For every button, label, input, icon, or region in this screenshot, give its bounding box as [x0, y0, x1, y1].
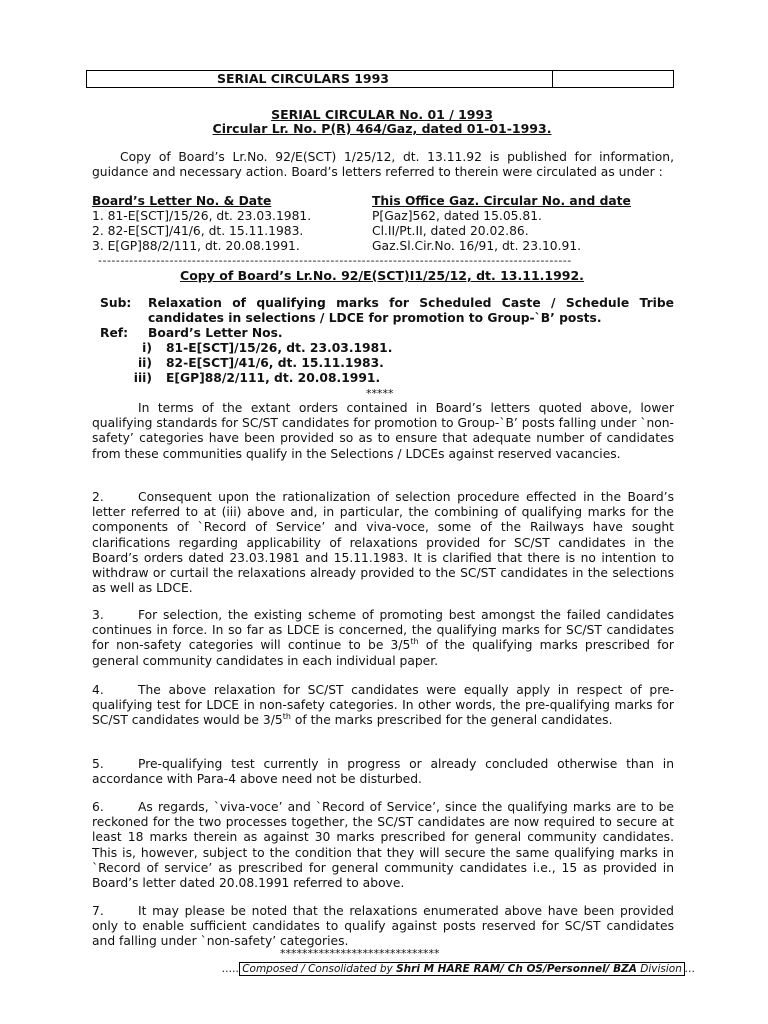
subject-text: Relaxation of qualifying marks for Scheduled Caste / Schedule Tribe candidates in selections / LDCE for promotion to Group-`B’ posts.	[148, 296, 674, 325]
header-table	[86, 70, 674, 88]
table-row	[92, 209, 674, 224]
paragraph-1-text: In terms of the extant orders contained in Board’s letters quoted above, lower qualifying standards for SC/ST candidates for promotion to Group-`B’ posts falling under `non-safety’ categories have been provided so as to ensure that adequate number of candidates from these communities qualify in the Selections / LDCEs against reserved vacancies.	[92, 401, 674, 461]
paragraph-6-number: 6.	[92, 800, 104, 814]
circular-reference: Circular Lr. No. P(R) 464/Gaz, dated 01-01-1993.	[212, 121, 552, 136]
end-stars: *****************************	[280, 947, 440, 960]
paragraph-6-text: As regards, `viva-voce’ and `Record of Service’, since the qualifying marks are to be reckoned for the two processes together, the SC/ST candidates are now required to secure at least 18 marks therein as against 30 marks prescribed for general community candidates. This is, however, subject to the condition that they will secure the same qualifying marks in `Record of service’ as prescribed for general community candidates i.e., 15 as provided in Board’s letter dated 20.08.1991 referred to above.	[92, 800, 674, 891]
paragraph-4-text-a: The above relaxation for SC/ST candidates were equally apply in respect of pre-qualifying test for LDCE in non-safety categories. In other words, the pre-qualifying marks for SC/ST candidates would be 3/5	[92, 683, 674, 728]
ref-text: 82-E[SCT]/41/6, dt. 15.11.1983.	[166, 356, 384, 370]
paragraph-2-number: 2.	[92, 490, 104, 504]
paragraph-3	[92, 608, 674, 669]
footer-author: Shri M HARE RAM/ Ch OS/Personnel/ BZA	[396, 963, 637, 975]
paragraph-2-text: Consequent upon the rationalization of selection procedure effected in the Board’s letter referred to at (iii) above and, in particular, the combining of qualifying marks for the components of `Record of Service’ and viva-voce, some of the Railways have sought clarifications regarding applicability of relaxations provided for SC/ST candidates in the Board’s orders dated 23.03.1981 and 15.11.1983. It is clarified that there is no intention to withdraw or curtail the relaxations already provided to the SC/ST candidates in the selections as well as LDCE.	[92, 490, 674, 596]
intro-text: Copy of Board’s Lr.No. 92/E(SCT) 1/25/12, dt. 13.11.92 is published for information, guidance and necessary action. Board’s letters referred to therein were circulated as under :	[92, 150, 674, 180]
section-stars: *****	[366, 387, 394, 400]
footer-lead: …..	[222, 963, 240, 975]
intro-paragraph	[92, 150, 674, 180]
paragraph-3-sup: th	[410, 637, 419, 647]
paragraph-3-text-b: of the qualifying marks prescribed for general community candidates in each individual paper.	[92, 638, 674, 668]
paragraph-4-text-b: of the marks prescribed for the general candidates.	[290, 713, 613, 728]
paragraph-3-text-a: For selection, the existing scheme of promoting best amongst the failed candidates continues in force. In so far as LDCE is concerned, the qualifying marks for SC/ST candidates for non-safety categories will continue to be 3/5	[92, 608, 674, 653]
header-title: SERIAL CIRCULARS 1993	[87, 71, 553, 87]
list-item	[100, 371, 674, 386]
footer-credit	[222, 963, 695, 975]
paragraph-7-text: It may please be noted that the relaxations enumerated above have been provided only to enable sufficient candidates to qualify against posts reserved for SC/ST candidates and falling under `non-safety’ categories.	[92, 904, 674, 949]
paragraph-7	[92, 904, 674, 950]
header-empty-cell	[553, 71, 673, 87]
board-letter: 3. E[GP]88/2/111, dt. 20.08.1991.	[92, 239, 300, 253]
table-row	[92, 224, 674, 239]
paragraph-7-number: 7.	[92, 904, 104, 918]
footer-prefix: Composed / Consolidated by	[242, 963, 397, 975]
paragraph-3-number: 3.	[92, 608, 104, 622]
paragraph-5	[92, 757, 674, 787]
letters-col1-header: Board’s Letter No. & Date	[92, 194, 272, 208]
letters-col2-header: This Office Gaz. Circular No. and date	[372, 194, 631, 208]
footer-box	[239, 962, 685, 976]
subject-label: Sub:	[100, 296, 132, 310]
paragraph-4-number: 4.	[92, 683, 104, 697]
ref-number: ii)	[137, 356, 152, 370]
list-item	[100, 356, 674, 371]
footer-suffix: Division	[636, 963, 682, 975]
letters-table-header	[92, 194, 674, 209]
letters-table	[92, 194, 674, 254]
ref-number: i)	[142, 341, 152, 355]
paragraph-4-sup: th	[282, 712, 291, 722]
table-row	[92, 239, 674, 254]
subject-block	[100, 296, 674, 386]
reference-row	[100, 326, 674, 341]
board-letter: 1. 81-E[SCT]/15/26, dt. 23.03.1981.	[92, 209, 312, 223]
separator-line: ----------------------------------------------------------------------------------------------------------	[98, 254, 572, 267]
board-letter: 2. 82-E[SCT]/41/6, dt. 15.11.1983.	[92, 224, 304, 238]
ref-text: 81-E[SCT]/15/26, dt. 23.03.1981.	[166, 341, 393, 355]
circular-number: SERIAL CIRCULAR No. 01 / 1993	[271, 107, 493, 122]
paragraph-6	[92, 800, 674, 891]
paragraph-5-number: 5.	[92, 757, 104, 771]
reference-label: Ref:	[100, 326, 129, 340]
ref-number: iii)	[133, 371, 152, 385]
reference-text: Board’s Letter Nos.	[148, 326, 283, 340]
copy-title: Copy of Board’s Lr.No. 92/E(SCT)I1/25/12, dt. 13.11.1992.	[180, 268, 584, 283]
office-circular: Gaz.Sl.Cir.No. 16/91, dt. 23.10.91.	[372, 239, 582, 253]
paragraph-4	[92, 683, 674, 729]
office-circular: P[Gaz]562, dated 15.05.81.	[372, 209, 542, 223]
subject-row	[100, 296, 674, 326]
office-circular: Cl.II/Pt.II, dated 20.02.86.	[372, 224, 529, 238]
paragraph-1	[92, 401, 674, 462]
footer-trail: …	[684, 963, 696, 975]
list-item	[100, 341, 674, 356]
paragraph-2	[92, 490, 674, 596]
ref-text: E[GP]88/2/111, dt. 20.08.1991.	[166, 371, 381, 385]
paragraph-5-text: Pre-qualifying test currently in progress or already concluded otherwise than in accordance with Para-4 above need not be disturbed.	[92, 757, 674, 787]
